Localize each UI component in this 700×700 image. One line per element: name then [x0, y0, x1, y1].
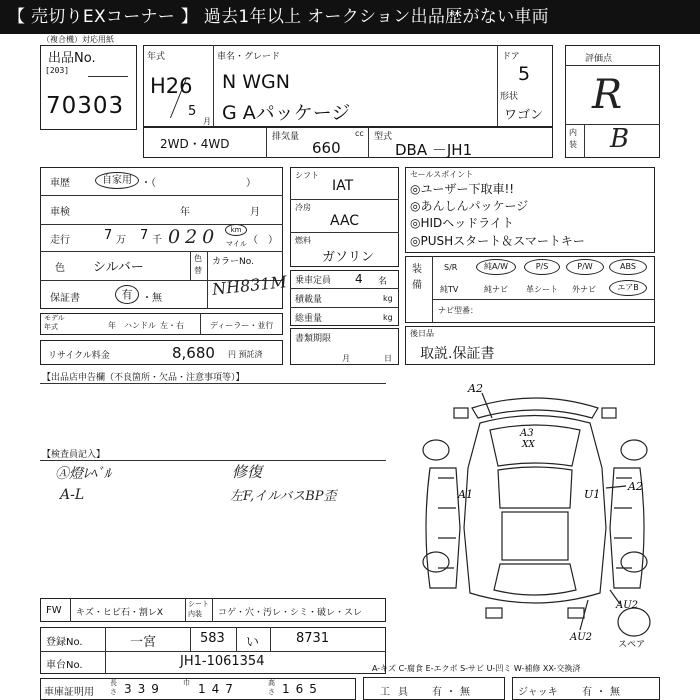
shape-label: 形状 [500, 92, 519, 102]
notes-header: 【出品店申告欄（不良箇所・欠品・注意事項等）】 [42, 373, 245, 383]
color-value: シルバー [93, 260, 144, 275]
cert-height: 165 [282, 682, 323, 696]
cert-length: 339 [124, 682, 165, 696]
sales-point-3: ◎HIDヘッドライト [410, 216, 514, 230]
lot-label: 出品No. [48, 51, 96, 66]
chassis-number: JH1-1061354 [180, 654, 265, 669]
body-outline [464, 416, 606, 604]
cert-width: 147 [198, 682, 239, 696]
diagram-au2-bottom: AU2 [570, 632, 593, 643]
diagram-au2-right: AU2 [616, 600, 639, 611]
interior-label: 内装 [569, 128, 577, 149]
diagram-spare: スペア [618, 640, 646, 648]
lot-prefix: [203] [45, 66, 70, 75]
floor-items: キズ・ヒビ石・割レX [76, 608, 163, 618]
shift-value: IAT [332, 178, 354, 194]
diagram-a2-top: A2 [468, 382, 483, 395]
year-era: H26 [150, 74, 193, 98]
score-value: R [592, 72, 623, 118]
aircon-value: AAC [330, 213, 360, 229]
registration-kana: い [246, 635, 260, 650]
diagram-a1: A1 [458, 488, 473, 501]
recycle-value: 8,680 [172, 344, 215, 362]
year-month: 5 [188, 104, 197, 119]
jack-value: 有・無 [582, 687, 624, 698]
inspector-note-1: Ⓐ燈ﾚﾍﾞﾙ [55, 466, 111, 482]
fuel-value: ガソリン [322, 250, 375, 265]
model-type-value: DBA －JH1 [395, 141, 473, 159]
mileage-d2: 7 [140, 228, 149, 243]
diagram-a3: A3 [520, 428, 534, 439]
diagram-xx: XX [522, 440, 535, 450]
damage-diagram [410, 378, 660, 648]
model-grade: G Aパッケージ [222, 102, 351, 124]
sales-point-4: ◎PUSHスタート＆スマートキー [410, 234, 585, 248]
page-banner: 【 売切りEXコーナー 】 過去1年以上 オークション出品歴がない車両 [0, 0, 700, 34]
diagram-u1: U1 [584, 488, 601, 501]
equip-ps: P/S [524, 259, 560, 275]
warranty-yes: 有 [115, 285, 139, 304]
diagram-a2-right: A2 [628, 480, 643, 493]
registration-class: 583 [200, 631, 225, 646]
displacement-value: 660 [312, 139, 341, 157]
equip-airbag: エアB [609, 280, 647, 296]
mileage-d1: 7 [104, 228, 113, 243]
inspector-note-4: 左F,イルバスBP歪 [230, 489, 337, 504]
seat-items: コゲ・穴・汚レ・シミ・破レ・スレ [218, 608, 363, 618]
interior-value: B [610, 124, 630, 154]
score-label: 評価点 [585, 54, 613, 64]
year-label: 年式 [147, 52, 166, 62]
equip-abs: ABS [609, 259, 647, 275]
equip-alloy: 純A/W [476, 259, 516, 275]
sales-point-1: ◎ユーザー下取車!! [410, 182, 515, 196]
mileage-hand: 020 [168, 226, 220, 248]
color-code: NH831M [211, 272, 288, 299]
sales-point-2: ◎あんしんパッケージ [410, 199, 529, 213]
sheet-note: （複合機）対応用紙 [42, 35, 114, 44]
doors-value: 5 [518, 63, 531, 85]
model-label: 車名・グレード [217, 52, 281, 62]
inspector-note-2: A-L [60, 487, 85, 503]
lot-number: 70303 [46, 93, 125, 119]
history-value: 自家用 [95, 172, 139, 189]
model-name: N WGN [222, 71, 290, 93]
damage-legend: A-キズ C-腐食 E-エクボ S-サビ U-凹ミ W-補修 XX-交換済 [372, 664, 581, 673]
drive-options: 2WD・4WD [160, 137, 230, 151]
tools-value: 有・無 [432, 687, 474, 698]
inspector-note-3: 修復 [232, 463, 263, 481]
equip-pw: P/W [566, 259, 604, 275]
inspector-header: 【検査員記入】 [42, 450, 106, 460]
registration-number: 8731 [296, 631, 330, 646]
registration-place: 一宮 [130, 635, 157, 650]
after-items-value: 取説.保証書 [420, 346, 495, 362]
shape-value: ワゴン [504, 108, 544, 123]
doors-label: ドア [502, 52, 520, 62]
capacity-value: 4 [355, 272, 363, 286]
